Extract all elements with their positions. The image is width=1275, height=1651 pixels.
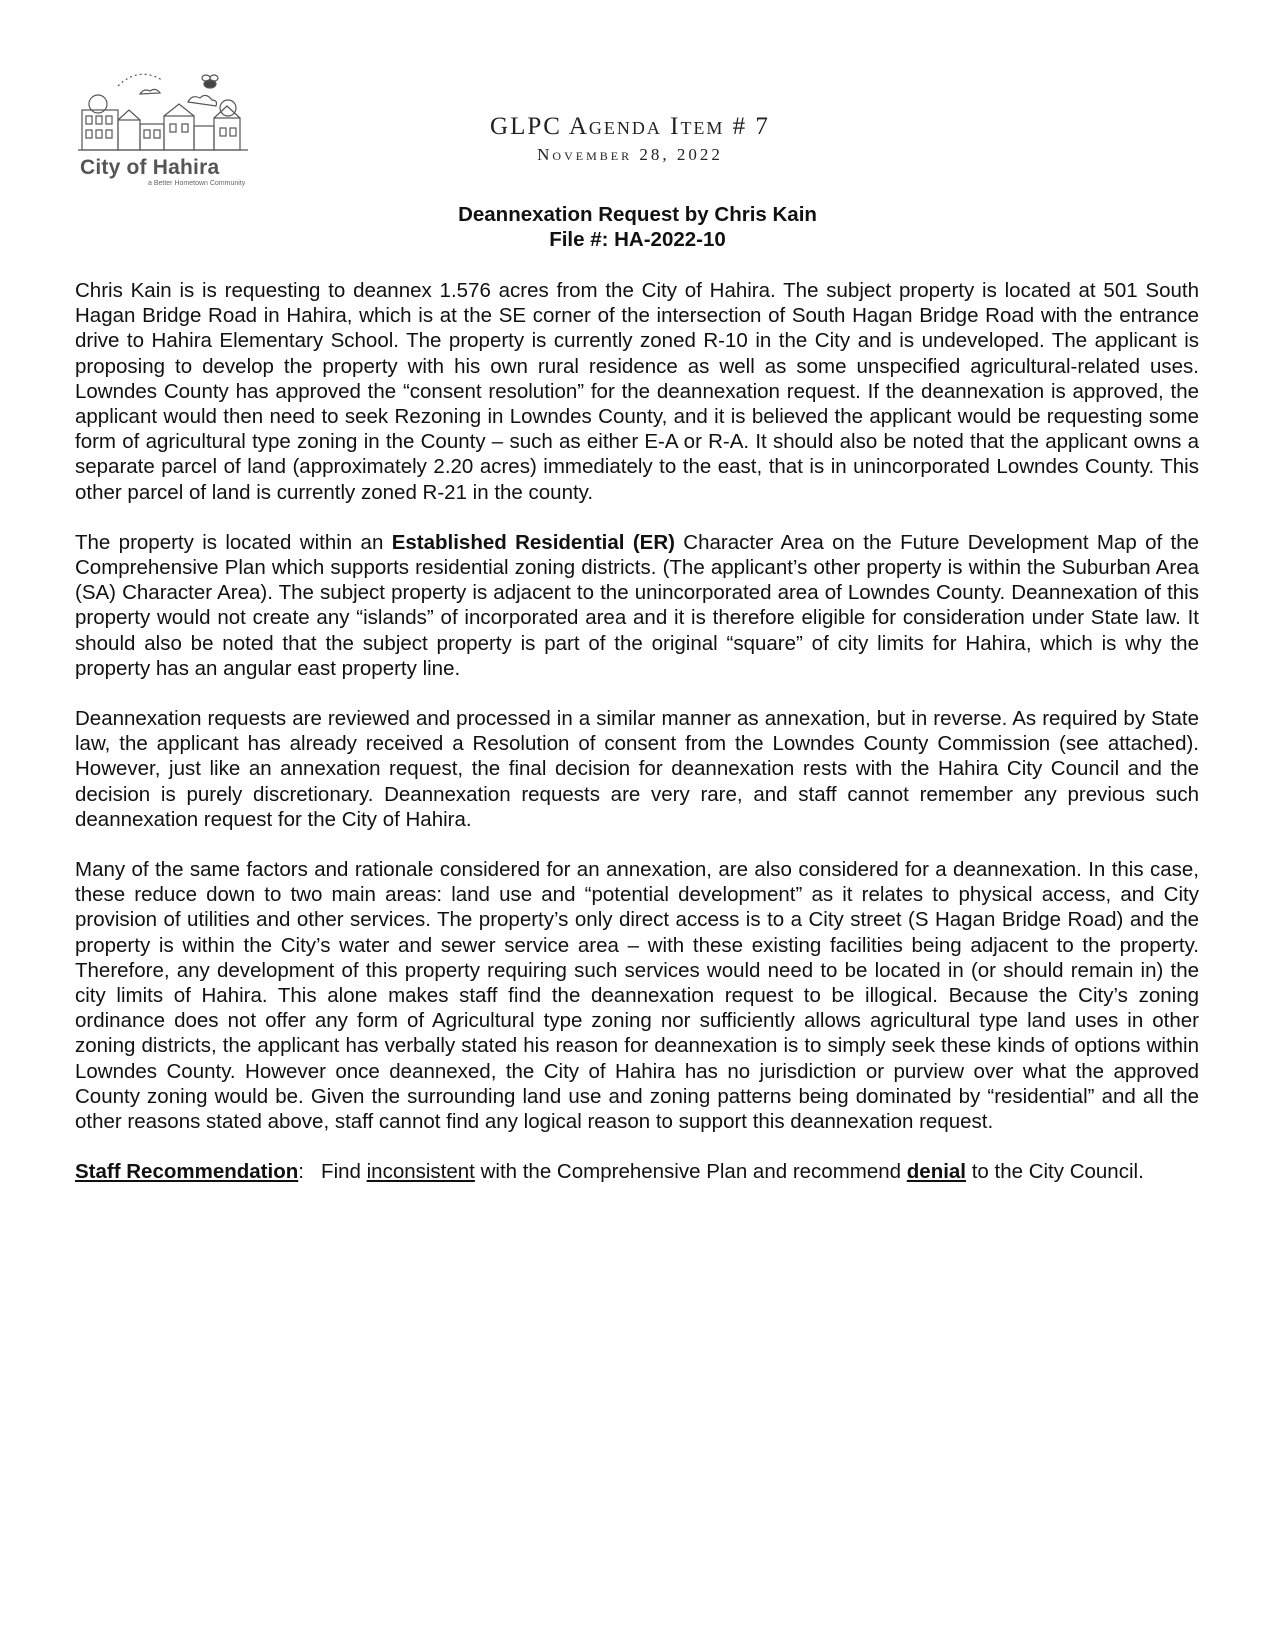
paragraph-request-summary: Chris Kain is is requesting to deannex 1.576 acres from the City of Hahira. The subject property is located at 501 South Hagan Bridge Road in Hahira, which is at the SE corner of the intersection of South Hagan Bridge Road with the entrance drive to Hahira Elementary School. The property is currently zoned R-10 in the City and is undeveloped. The applicant is proposing to develop the property with his own rural residence as well as some unspecified agricultural-related uses. Lowndes County has approved the “consent resolution” for the deannexation request. If the deannexation is approved, the applicant would then need to seek Rezoning in Lowndes County, and it is believed the applicant would be requesting some form of agricultural type zoning in the County – such as either E-A or R-A. It should also be noted that the applicant owns a separate parcel of land (approximately 2.20 acres) immediately to the east, that is in unincorporated Lowndes County. This other parcel of land is currently zoned R-21 in the county. bbox=[75, 279, 1199, 504]
recommendation-denial: denial bbox=[906, 1160, 967, 1184]
document-body bbox=[75, 278, 1199, 1210]
logo-tagline: a Better Hometown Community bbox=[148, 180, 246, 187]
paragraph-analysis: Many of the same factors and rationale considered for an annexation, are also considered for a deannexation. In this case, these reduce down to two main areas: land use and “potential development” as it relates to physical access, and City provision of utilities and other services. The property’s only direct access is to a City street (S Hagan Bridge Road) and the property is within the City’s water and sewer service area – with these existing facilities being adjacent to the property. Therefore, any development of this property requiring such services would need to be located in (or should remain in) the city limits of Hahira. This alone makes staff find the deannexation request to be illogical. Because the City’s zoning ordinance does not offer any form of Agricultural type zoning nor sufficiently allows agricultural type land uses in other zoning districts, the applicant has verbally stated his reason for deannexation is to simply seek these kinds of options within Lowndes County. However once deannexed, the City of Hahira has no jurisdiction or purview over what the approved County zoning would be. Given the surrounding land use and zoning patterns being dominated by “residential” and all the other reasons stated above, staff cannot find any logical reason to support this deannexation request. bbox=[75, 858, 1199, 1134]
agenda-title: GLPC Agenda Item # 7 bbox=[490, 113, 770, 140]
text-run: Character Area on the Future Development Map of the Comprehensive Plan which supports residential zoning districts. (The applicant’s other property is within the Suburban Area (SA) Character Area). The subject property is adjacent to the unincorporated area of Lowndes County. Deannexation of this property would not create any “islands” of incorporated area and it is therefore eligible for consideration under State law. It should also be noted that the subject property is part of the original “square” of city limits for Hahira, which is why the property has an angular east property line. bbox=[75, 530, 1200, 680]
staff-recommendation bbox=[75, 1159, 1199, 1184]
text-run: to the City Council. bbox=[966, 1160, 1144, 1184]
character-area-name: Established Residential (ER) bbox=[391, 530, 675, 554]
agenda-header bbox=[400, 112, 860, 166]
request-title: Deannexation Request by Chris Kain bbox=[458, 203, 817, 226]
agenda-date: November 28, 2022 bbox=[537, 145, 723, 164]
text-run: The property is located within an bbox=[75, 530, 392, 554]
city-logo bbox=[78, 68, 258, 192]
text-run: Find bbox=[321, 1160, 367, 1184]
text-run: with the Comprehensive Plan and recommend bbox=[474, 1160, 907, 1184]
recommendation-label: Staff Recommendation bbox=[75, 1160, 299, 1184]
paragraph-character-area bbox=[75, 530, 1199, 681]
paragraph-process: Deannexation requests are reviewed and processed in a similar manner as annexation, but in reverse. As required by State law, the applicant has already received a Resolution of consent from the Lowndes County Commission (see attached). However, just like an annexation request, the final decision for deannexation rests with the Hahira City Council and the decision is purely discretionary. Deannexation requests are very rare, and staff cannot remember any previous such deannexation request for the City of Hahira. bbox=[75, 707, 1199, 831]
file-number: File #: HA-2022-10 bbox=[549, 228, 726, 251]
request-title-block bbox=[0, 202, 1275, 252]
finding-inconsistent: inconsistent bbox=[366, 1160, 475, 1184]
logo-title: City of Hahira bbox=[80, 156, 220, 179]
town-skyline-icon bbox=[78, 68, 258, 158]
text-run: : bbox=[298, 1160, 322, 1184]
